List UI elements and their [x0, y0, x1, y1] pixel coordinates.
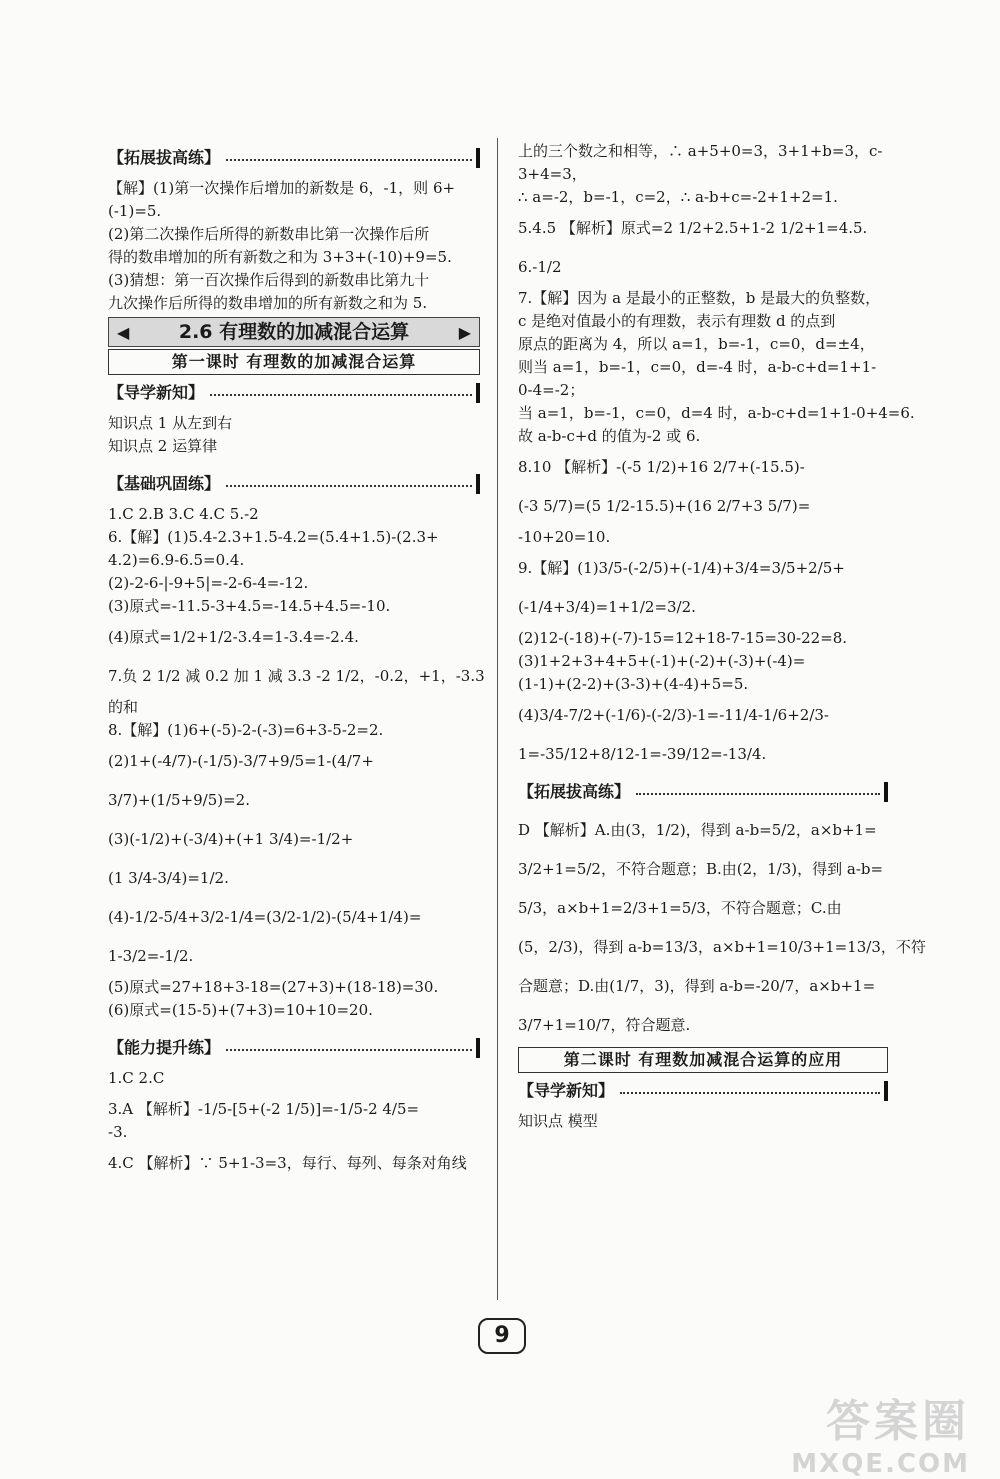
- text-line: 知识点 2 运算律: [108, 437, 218, 455]
- text-line: 知识点 模型: [518, 1112, 598, 1130]
- text-line: (1 3/4-3/4)=1/2.: [108, 869, 229, 887]
- lesson-title: 第一课时 有理数的加减混合运算: [108, 349, 480, 375]
- watermark: [791, 1385, 970, 1479]
- text-line: (3)(-1/2)+(-3/4)+(+1 3/4)=-1/2+: [108, 830, 354, 848]
- lesson-title-2: 第二课时 有理数加减混合运算的应用: [518, 1047, 888, 1073]
- text-line: 3/7+1=10/7，符合题意.: [518, 1016, 691, 1034]
- section-header-guide-2: 【导学新知】: [518, 1079, 888, 1102]
- text-line: 合题意；D.由(1/7，3)，得到 a-b=-20/7，a×b+1=: [518, 977, 876, 995]
- text-line: D 【解析】A.由(3，1/2)，得到 a-b=5/2，a×b+1=: [518, 821, 877, 839]
- text-line: 8.10 【解析】-(-5 1/2)+16 2/7+(-15.5)-: [518, 458, 805, 476]
- text-line: 的和: [108, 698, 139, 716]
- text-line: (-1)=5.: [108, 202, 162, 220]
- text-line: 8.【解】(1)6+(-5)-2-(-3)=6+3-5-2=2.: [108, 721, 384, 739]
- section-header-ability: 【能力提升练】: [108, 1036, 480, 1059]
- text-line: ∴ a=-2，b=-1，c=2，∴ a-b+c=-2+1+2=1.: [518, 188, 838, 206]
- text-line: 上的三个数之和相等，∴ a+5+0=3，3+1+b=3，c-: [518, 142, 883, 160]
- text-line: (5)原式=27+18+3-18=(27+3)+(18-18)=30.: [108, 978, 439, 996]
- text-line: (1-1)+(2-2)+(3-3)+(4-4)+5=5.: [518, 675, 749, 693]
- text-line: 当 a=1，b=-1，c=0，d=4 时，a-b-c+d=1+1-0+4=6.: [518, 404, 915, 422]
- chapter-title: 2.6 有理数的加减混合运算: [178, 320, 410, 343]
- text-line: 知识点 1 从左到右: [108, 414, 233, 432]
- text-line: 3/7)+(1/5+9/5)=2.: [108, 791, 250, 809]
- watermark-logo: 答案圈: [826, 1396, 970, 1447]
- text-line: 3.A 【解析】-1/5-[5+(-2 1/5)]=-1/5-2 4/5=: [108, 1100, 420, 1118]
- text-line: 4.C 【解析】∵ 5+1-3=3，每行、每列、每条对角线: [108, 1154, 467, 1172]
- extension-answers: [108, 177, 480, 315]
- text-line: c 是绝对值最小的有理数，表示有理数 d 的点到: [518, 312, 836, 330]
- right-column: [518, 140, 926, 1133]
- text-line: 则当 a=1，b=-1，c=0，d=-4 时，a-b-c+d=1+1-: [518, 358, 877, 376]
- text-line: 原点的距离为 4，所以 a=1，b=-1，c=0，d=±4，: [518, 335, 875, 353]
- text-line: (3)1+2+3+4+5+(-1)+(-2)+(-3)+(-4)=: [518, 652, 806, 670]
- ability-answers: [108, 1067, 480, 1175]
- section-header-guide: 【导学新知】: [108, 381, 480, 404]
- chapter-banner: [108, 317, 480, 347]
- text-line: 5/3，a×b+1=2/3+1=5/3，不符合题意；C.由: [518, 899, 842, 917]
- text-line: 1.C 2.B 3.C 4.C 5.-2: [108, 505, 259, 523]
- text-line: (-3 5/7)=(5 1/2-15.5)+(16 2/7+3 5/7)=: [518, 497, 811, 515]
- text-line: 3+4=3，: [518, 165, 587, 183]
- continued-answers: [518, 140, 915, 766]
- text-line: (6)原式=(15-5)+(7+3)=10+10=20.: [108, 1001, 373, 1019]
- text-line: 9.【解】(1)3/5-(-2/5)+(-1/4)+3/4=3/5+2/5+: [518, 559, 845, 577]
- text-line: 【解】(1)第一次操作后增加的新数是 6，-1，则 6+: [108, 179, 456, 197]
- section-header-extension: 【拓展拔高练】: [108, 146, 480, 169]
- text-line: (4)3/4-7/2+(-1/6)-(-2/3)-1=-11/4-1/6+2/3-: [518, 706, 829, 724]
- text-line: (3)原式=-11.5-3+4.5=-14.5+4.5=-10.: [108, 597, 391, 615]
- column-divider: [497, 138, 498, 1300]
- text-line: (2)第二次操作后所得的新数串比第一次操作后所: [108, 225, 430, 243]
- text-line: 6.【解】(1)5.4-2.3+1.5-4.2=(5.4+1.5)-(2.3+: [108, 528, 439, 546]
- text-line: 0-4=-2；: [518, 381, 585, 399]
- text-line: 1=-35/12+8/12-1=-39/12=-13/4.: [518, 745, 767, 763]
- text-line: 4.2)=6.9-6.5=0.4.: [108, 551, 245, 569]
- text-line: 1.C 2.C: [108, 1069, 165, 1087]
- text-line: 7.负 2 1/2 减 0.2 加 1 减 3.3 -2 1/2，-0.2，+1，-3.3: [108, 667, 485, 685]
- text-line: 5.4.5 【解析】原式=2 1/2+2.5+1-2 1/2+1=4.5.: [518, 219, 868, 237]
- right-triangle-icon: ▶: [458, 322, 471, 342]
- text-line: -3.: [108, 1123, 128, 1141]
- text-line: 3/2+1=5/2，不符合题意；B.由(2，1/3)，得到 a-b=: [518, 860, 884, 878]
- section-header-basic: 【基础巩固练】: [108, 472, 480, 495]
- text-line: (4)原式=1/2+1/2-3.4=1-3.4=-2.4.: [108, 628, 359, 646]
- watermark-url: MXQE.COM: [791, 1449, 970, 1479]
- text-line: (2)1+(-4/7)-(-1/5)-3/7+9/5=1-(4/7+: [108, 752, 374, 770]
- text-line: 得的数串增加的所有新数之和为 3+3+(-10)+9=5.: [108, 248, 452, 266]
- text-line: (2)-2-6-|-9+5|=-2-6-4=-12.: [108, 574, 309, 592]
- text-line: (2)12-(-18)+(-7)-15=12+18-7-15=30-22=8.: [518, 629, 848, 647]
- text-line: (5，2/3)，得到 a-b=13/3，a×b+1=10/3+1=13/3，不符: [518, 938, 926, 956]
- text-line: (3)猜想：第一百次操作后得到的新数串比第九十: [108, 271, 430, 289]
- left-triangle-icon: ◀: [117, 322, 130, 342]
- extension-answers-2: [518, 811, 926, 1037]
- text-line: 九次操作后所得的数串增加的所有新数之和为 5.: [108, 294, 428, 312]
- text-line: 6.-1/2: [518, 258, 562, 276]
- text-line: -10+20=10.: [518, 528, 611, 546]
- text-line: (-1/4+3/4)=1+1/2=3/2.: [518, 598, 696, 616]
- text-line: (4)-1/2-5/4+3/2-1/4=(3/2-1/2)-(5/4+1/4)=: [108, 908, 422, 926]
- text-line: 7.【解】因为 a 是最小的正整数，b 是最大的负整数，: [518, 289, 881, 307]
- section-header-extension-2: 【拓展拔高练】: [518, 780, 888, 803]
- text-line: 故 a-b-c+d 的值为-2 或 6.: [518, 427, 701, 445]
- text-line: 1-3/2=-1/2.: [108, 947, 194, 965]
- page-number: 9: [478, 1318, 526, 1354]
- left-column: [108, 140, 485, 1175]
- basic-answers: [108, 503, 485, 1022]
